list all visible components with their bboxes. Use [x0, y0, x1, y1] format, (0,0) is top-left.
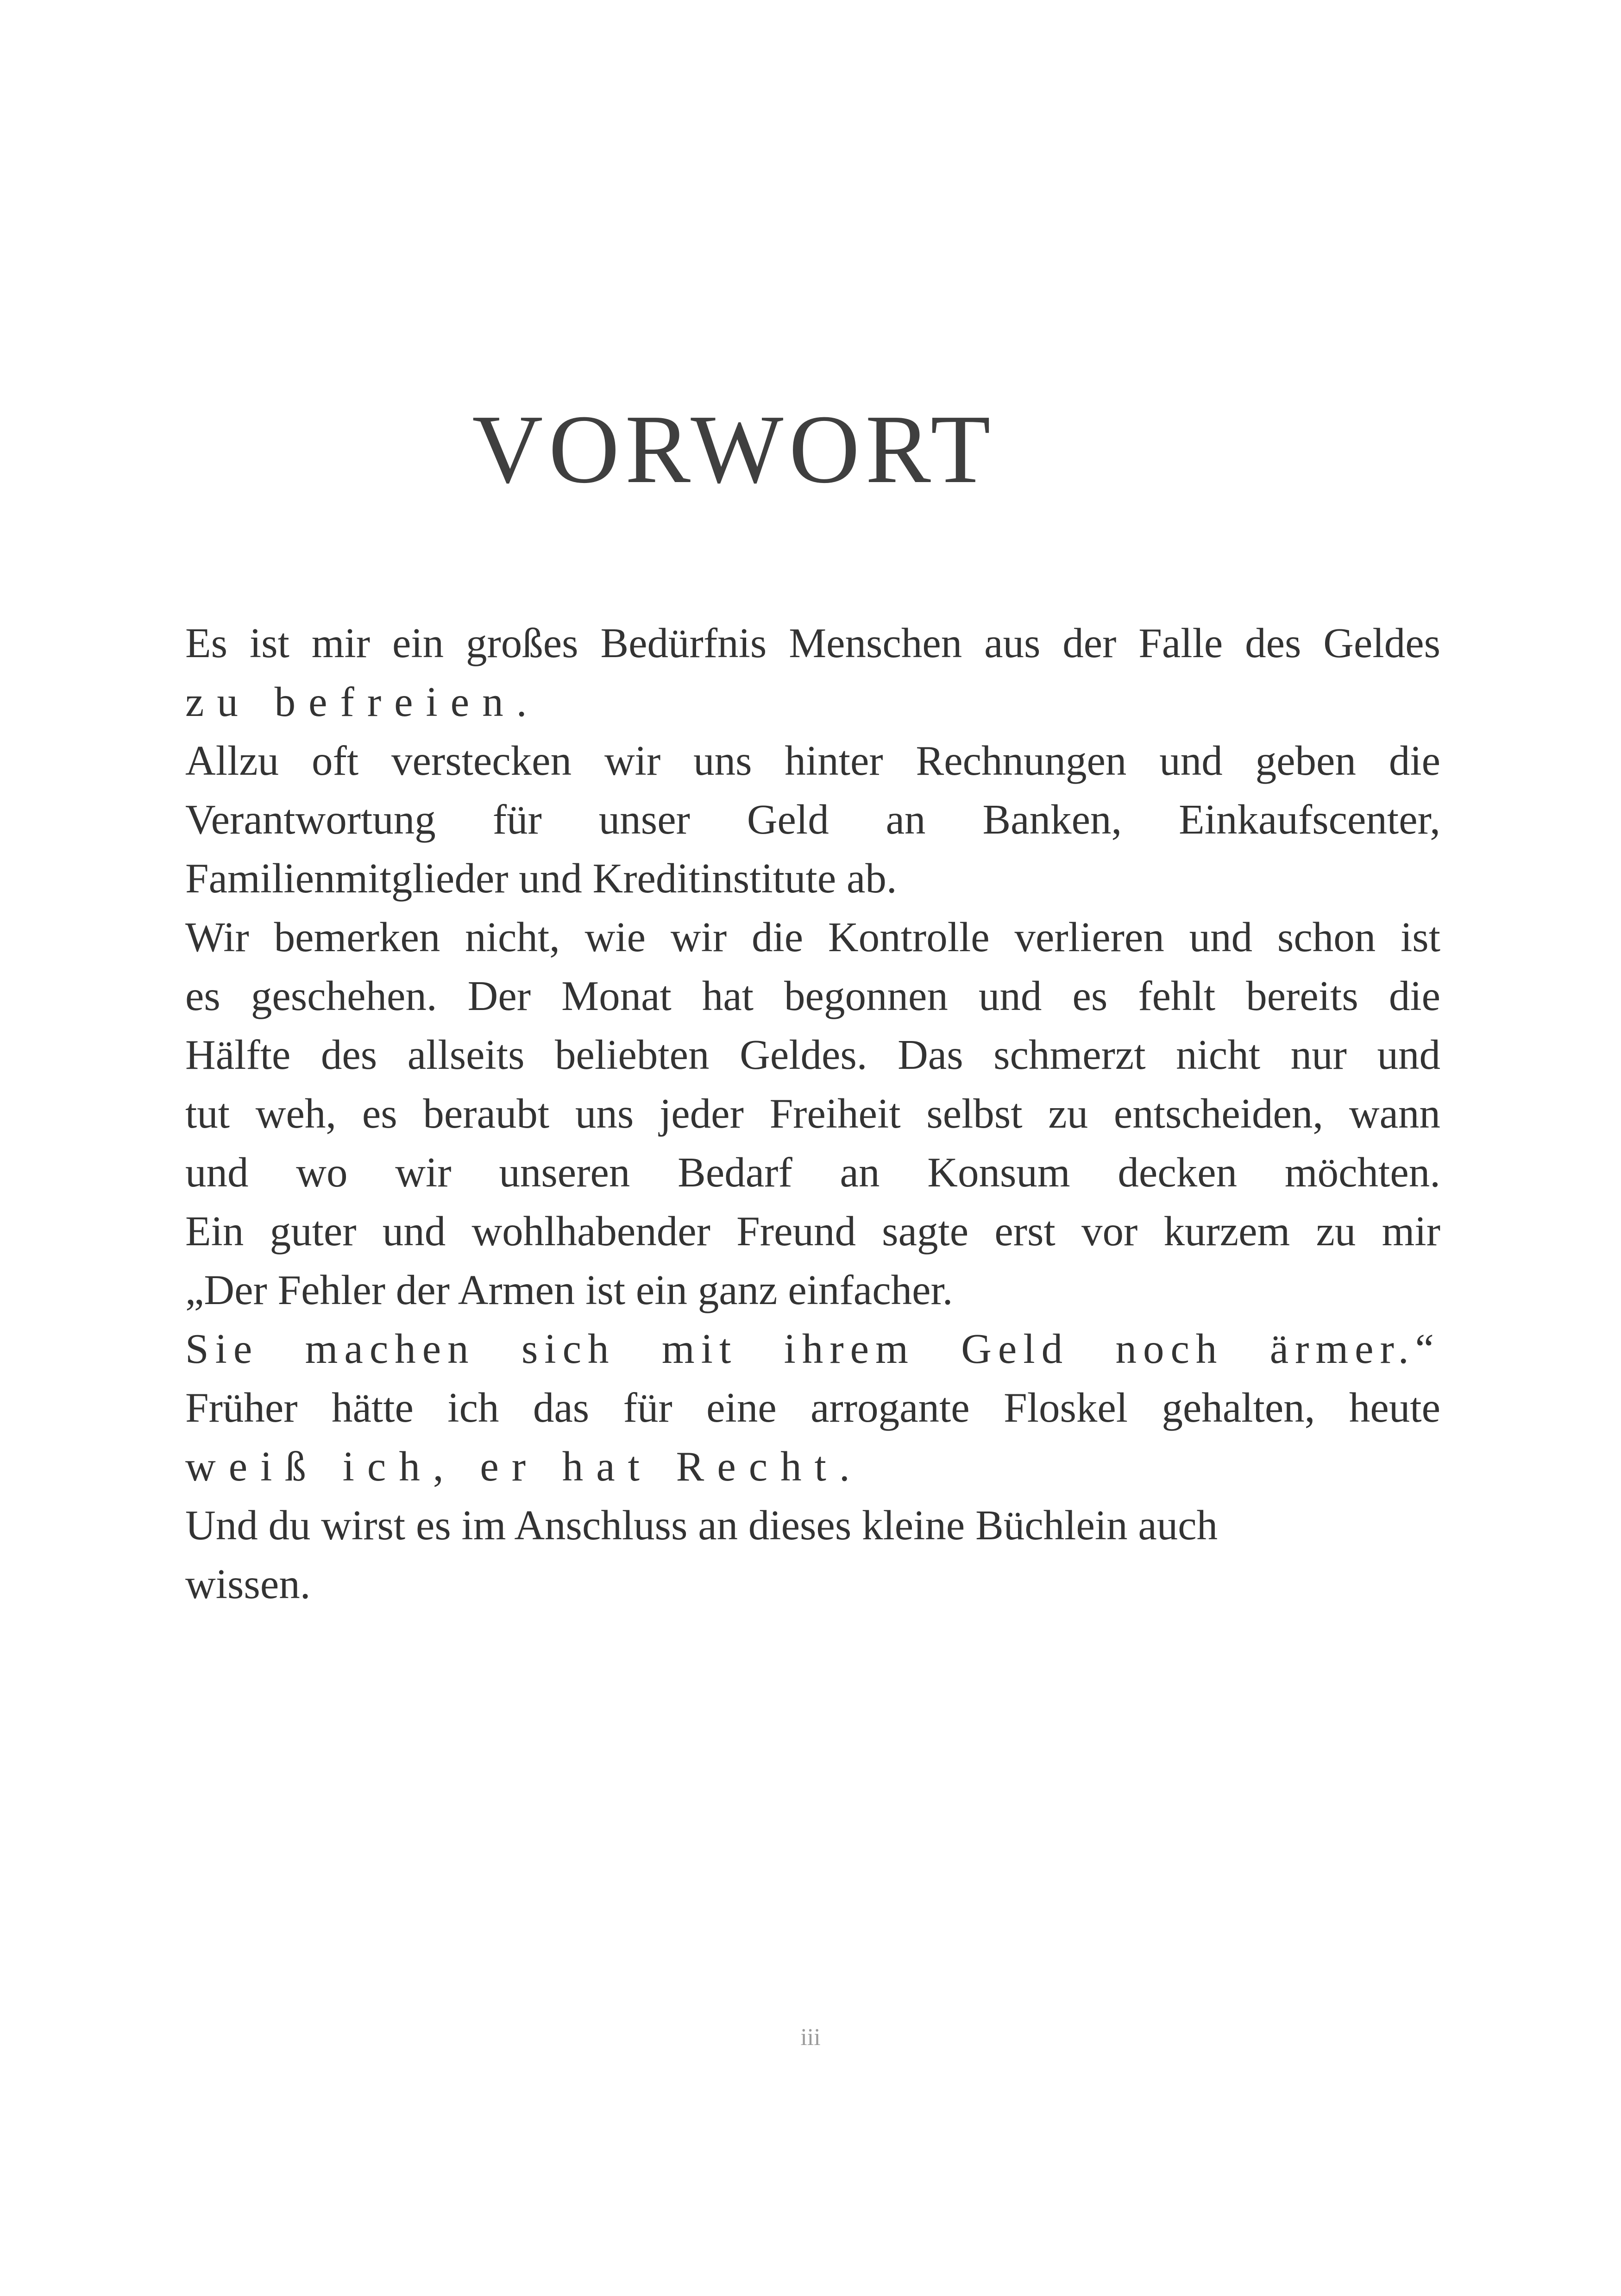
- text-line: Es ist mir ein großes Bedürfnis Menschen aus der Falle des Geldes: [185, 620, 1440, 666]
- text-line: Sie machen sich mit ihrem Geld noch ärmer.“: [185, 1325, 1440, 1372]
- page-number: iii: [800, 2024, 821, 2051]
- text-line: Wir bemerken nicht, wie wir die Kontrolle verlieren und schon ist: [185, 914, 1440, 960]
- text-line: es geschehen. Der Monat hat begonnen und es fehlt bereits die: [185, 972, 1440, 1019]
- text-line: Familienmitglieder und Kreditinstitute ab.: [185, 855, 897, 902]
- text-line: Ein guter und wohlhabender Freund sagte erst vor kurzem zu mir: [185, 1208, 1440, 1255]
- text-line: Allzu oft verstecken wir uns hinter Rechnungen und geben die: [185, 737, 1440, 784]
- text-line: Verantwortung für unser Geld an Banken, Einkaufscenter,: [185, 796, 1440, 843]
- text-line: Und du wirst es im Anschluss an dieses kleine Büchlein auch: [185, 1502, 1218, 1549]
- text-line: zu befreien.: [185, 678, 540, 725]
- text-line: Früher hätte ich das für eine arrogante Floskel gehalten, heute: [185, 1384, 1440, 1431]
- foreword-body: [185, 614, 1440, 1613]
- text-line: Hälfte des allseits beliebten Geldes. Das schmerzt nicht nur und: [185, 1031, 1440, 1078]
- text-line: „Der Fehler der Armen ist ein ganz einfacher.: [185, 1267, 953, 1313]
- text-line: tut weh, es beraubt uns jeder Freiheit selbst zu entscheiden, wann: [185, 1090, 1440, 1137]
- text-line: wissen.: [185, 1561, 311, 1607]
- text-line: weiß ich, er hat Recht.: [185, 1443, 863, 1490]
- text-line: und wo wir unseren Bedarf an Konsum decken möchten.: [185, 1149, 1440, 1196]
- page-title: VORWORT: [472, 395, 996, 503]
